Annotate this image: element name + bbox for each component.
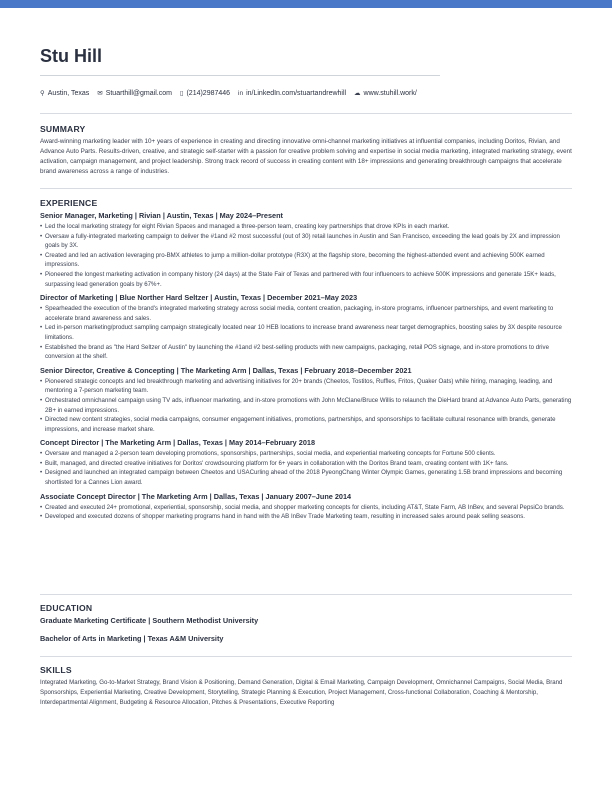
- job-marketing-arm-associate: [40, 492, 572, 522]
- summary-section: [40, 124, 572, 177]
- job-bullet: • Created and executed 24+ promotional, experiential, sponsorship, social media, and shopper marketing concepts for clients, including AT&T, State Farm, AB InBev, and several PepsiCo brands.: [40, 503, 572, 513]
- skills-title: SKILLS: [40, 665, 72, 675]
- contact-website[interactable]: [354, 89, 417, 97]
- linkedin-icon: in: [238, 90, 244, 97]
- contact-location: [40, 89, 89, 97]
- job-heading: Senior Director, Creative & Concepting | The Marketing Arm | Dallas, Texas | February 2018–December 2021: [40, 365, 412, 375]
- education-section: [40, 603, 572, 643]
- divider-top: [40, 113, 572, 114]
- job-marketing-arm-senior-director: [40, 366, 572, 435]
- job-bullet: • Designed and launched an integrated campaign between Cheetos and USACurling ahead of the 2018 PyeongChang Winter Olympic Games, generating 1.5B brand impressions and becoming shortlisted for a Cannes Lion award.: [40, 468, 572, 487]
- divider-education: [40, 656, 572, 657]
- job-bullet: • Oversaw a fully-integrated marketing campaign to deliver the #1and #2 most successful (out of 30) retail launches in Austin and San Francisco, exceeding the lead goals by 2X and impression goals by 3X.: [40, 232, 572, 251]
- job-blue-norther: [40, 293, 572, 362]
- job-bullet: • Created and led an activation leveraging pro-BMX athletes to jump a million-dollar prototype (R3X) at the flagship store, becoming the highest-attended event and achieving 500K earned impressions.: [40, 251, 572, 270]
- experience-section: [40, 198, 572, 526]
- skills-section: [40, 665, 572, 708]
- skills-text: Integrated Marketing, Go-to-Market Strategy, Brand Vision & Positioning, Demand Generation, Digital & Email Marketing, Campaign Development, Omnichannel Campaigns, Social Media, Brand Sponsorships, Experiential Marketing, Creative Development, Storytelling, Strategic Planning & Execution, Project Management, Cross-functional Collaboration, Coaching & Mentorship, Interdepartmental Alignment, Budgeting & Resource Allocation, Pitches & Presentations, Executive Reporting: [40, 679, 563, 707]
- education-item: Bachelor of Arts in Marketing | Texas A&M University: [40, 634, 224, 643]
- contact-line: [40, 89, 423, 97]
- contact-linkedin[interactable]: [238, 90, 346, 97]
- job-bullet: • Pioneered the longest marketing activation in company history (24 days) at the State Fair of Texas and partnered with four influencers to achieve 500K impressions and generate 15K+ leads, surpassing lead generation goals by 67%+.: [40, 270, 572, 289]
- email-icon: ✉: [97, 90, 103, 97]
- divider-summary: [40, 188, 572, 189]
- candidate-name: Stu Hill: [40, 46, 102, 66]
- website-text[interactable]: www.stuhill.work/: [363, 90, 417, 97]
- experience-title: EXPERIENCE: [40, 198, 98, 208]
- job-bullet: • Established the brand as "the Hard Seltzer of Austin" by launching the #1and #2 best-selling products with new campaigns, packaging, retail POS signage, and in-store promotions to drive conversion at the shelf.: [40, 343, 572, 362]
- contact-phone[interactable]: [180, 89, 230, 97]
- job-bullet: • Pioneered strategic concepts and led breakthrough marketing and advertising initiatives for 20+ brands (Cheetos, Tostitos, Ruffles, Fritos, Quaker Oats) while hiring, managing, leading, and mentoring a 7-person marketing team.: [40, 377, 572, 396]
- job-heading: Senior Manager, Marketing | Rivian | Austin, Texas | May 2024–Present: [40, 211, 283, 220]
- website-icon: ☁: [354, 90, 361, 97]
- education-item: Graduate Marketing Certificate | Southern Methodist University: [40, 616, 259, 625]
- summary-title: SUMMARY: [40, 124, 86, 134]
- linkedin-text[interactable]: in/LinkedIn.com/stuartandrewhill: [246, 90, 347, 97]
- email-text[interactable]: Stuarthill@gmail.com: [105, 90, 172, 97]
- job-heading: Concept Director | The Marketing Arm | Dallas, Texas | May 2014–February 2018: [40, 438, 316, 448]
- location-icon: ⚲: [40, 90, 45, 97]
- job-bullet: • Spearheaded the execution of the brand's integrated marketing strategy across social media, content creation, packaging, in-store programs, influencer partnerships, and event marketing to accelerate brand awareness and sales.: [40, 304, 572, 323]
- job-bullet: • Led the local marketing strategy for eight Rivian Spaces and managed a three-person team, creating key partnerships that drove KPIs in each market.: [40, 222, 572, 232]
- top-accent-bar: [0, 0, 612, 8]
- education-title: EDUCATION: [40, 603, 93, 613]
- job-heading: Associate Concept Director | The Marketing Arm | Dallas, Texas | January 2007–June 2014: [40, 491, 352, 501]
- job-bullet: • Led in-person marketing/product sampling campaign strategically located near 10 HEB locations to increase brand awareness near target demographics, boosting sales by 3X despite resource limitations.: [40, 323, 572, 342]
- contact-email[interactable]: [97, 89, 172, 97]
- job-bullet: • Oversaw and managed a 2-person team developing promotions, sponsorships, partnerships, social media, and experiential marketing concepts for Fortune 500 clients.: [40, 449, 572, 459]
- job-bullet: • Developed and executed dozens of shopper marketing programs hand in hand with the AB InBev Trade Marketing team, resulting in increased sales around peak selling seasons.: [40, 512, 572, 522]
- job-bullet: • Built, managed, and directed creative initiatives for Doritos' crowdsourcing platform for 6+ years in collaboration with the Doritos Brand team, creating content with 1K+ fans.: [40, 459, 572, 469]
- job-marketing-arm-concept-director: [40, 438, 572, 487]
- job-heading: Director of Marketing | Blue Norther Hard Seltzer | Austin, Texas | December 2021–May 2023: [40, 293, 358, 303]
- job-bullet: • Orchestrated omnichannel campaign using TV ads, influencer marketing, and in-store promotions with John McClane/Bruce Willis to relaunch the DieHard brand at Advance Auto Parts, generating 2B+ in earned impressions.: [40, 396, 572, 415]
- location-text: Austin, Texas: [47, 90, 90, 97]
- phone-icon: ▯: [179, 90, 184, 97]
- job-bullet: • Directed new content strategies, social media campaigns, consumer engagement initiatives, promotions, partnerships, and sponsorships to facilitate cultural resonance with brands, generate impressions, and increase market share.: [40, 415, 572, 434]
- summary-text: Award-winning marketing leader with 10+ years of experience in creating and directing innovative omni-channel marketing initiatives at influential companies, including Doritos, Rivian, and Advance Auto Parts. Results-driven, creative, and strategic self-starter with a passion for creative problem solving and expertise in social media marketing, integrated marketing strategy, event activation, campaign management, and project leadership. Strong track record of success in creating content with 18+ impressions and generating breakthrough campaigns that accelerate brand awareness across a range of industries.: [40, 138, 572, 176]
- name-divider: [40, 75, 440, 76]
- phone-text[interactable]: (214)2987446: [186, 90, 231, 97]
- job-rivian: [40, 211, 572, 289]
- divider-experience: [40, 594, 572, 595]
